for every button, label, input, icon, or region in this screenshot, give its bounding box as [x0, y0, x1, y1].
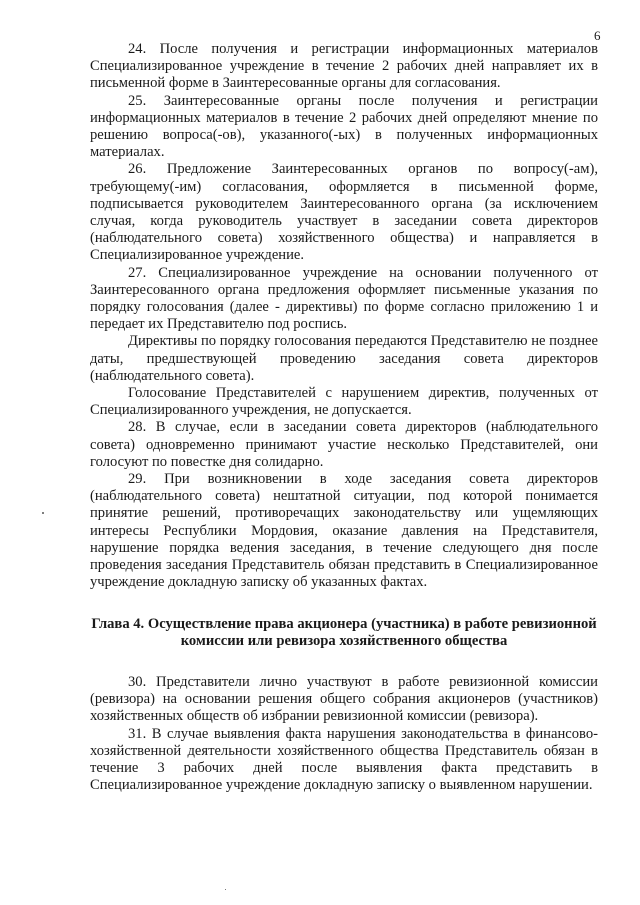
document-body: [90, 41, 598, 794]
paragraph-31: 31. В случае выявления факта нарушения законодательства в финансово-хозяйственной деятельности хозяйственного общества Представитель обязан в течение 3 рабочих дней после выявления факта представить в Специализированное учреждение докладную записку о выявленном нарушении.: [90, 725, 598, 794]
paragraph-directives: Директивы по порядку голосования передаются Представителю не позднее даты, предшествующей проведению заседания совета директоров (наблюдательного совета).: [90, 333, 598, 384]
paragraph-24: 24. После получения и регистрации информационных материалов Специализированное учреждение в течение 2 рабочих дней направляет их в письменной форме в Заинтересованные органы для согласования.: [90, 41, 598, 92]
paragraph-voting: Голосование Представителей с нарушением директив, полученных от Специализированного учреждения, не допускается.: [90, 385, 598, 419]
paragraph-25: 25. Заинтересованные органы после получения и регистрации информационных материалов в течение 2 рабочих дней определяют мнение по решению вопроса(-ов), указанного(-ых) в полученных информационных материалах.: [90, 92, 598, 161]
paragraph-27: 27. Специализированное учреждение на основании полученного от Заинтересованного органа предложения оформляет письменные указания по порядку голосования (далее - директивы) по форме согласно приложению 1 и передает их Представителю под роспись.: [90, 264, 598, 333]
paragraph-26: 26. Предложение Заинтересованных органов по вопросу(-ам), требующему(-им) согласования, оформляется в письменной форме, подписывается руководителем Заинтересованного органа (за исключением случая, когда руководитель участвует в заседании совета директоров (наблюдательного совета) хозяйственного общества) и направляется в Специализированное учреждение.: [90, 161, 598, 264]
page-number: 6: [594, 28, 601, 43]
chapter-title: Глава 4. Осуществление права акционера (участника) в работе ревизионной комиссии или ревизора хозяйственного общества: [91, 615, 597, 649]
scan-speck: [42, 512, 44, 514]
scan-speck: [225, 889, 226, 890]
paragraph-29: 29. При возникновении в ходе заседания совета директоров (наблюдательного совета) нештатной ситуации, под которой понимается принятие решений, противоречащих законодательству или ущемляющих интересы Республики Мордовия, оказание давления на Представителя, нарушение порядка ведения заседания, в течение следующего дня после проведения заседания Представитель обязан представить в Специализированное учреждение докладную записку об указанных фактах.: [90, 471, 598, 591]
paragraph-28: 28. В случае, если в заседании совета директоров (наблюдательного совета) одновременно принимают участие несколько Представителей, они голосуют по повестке дня солидарно.: [90, 419, 598, 470]
paragraph-30: 30. Представители лично участвуют в работе ревизионной комиссии (ревизора) на основании решения общего собрания акционеров (участников) хозяйственных обществ об избрании ревизионной комиссии (ревизора).: [90, 673, 598, 725]
